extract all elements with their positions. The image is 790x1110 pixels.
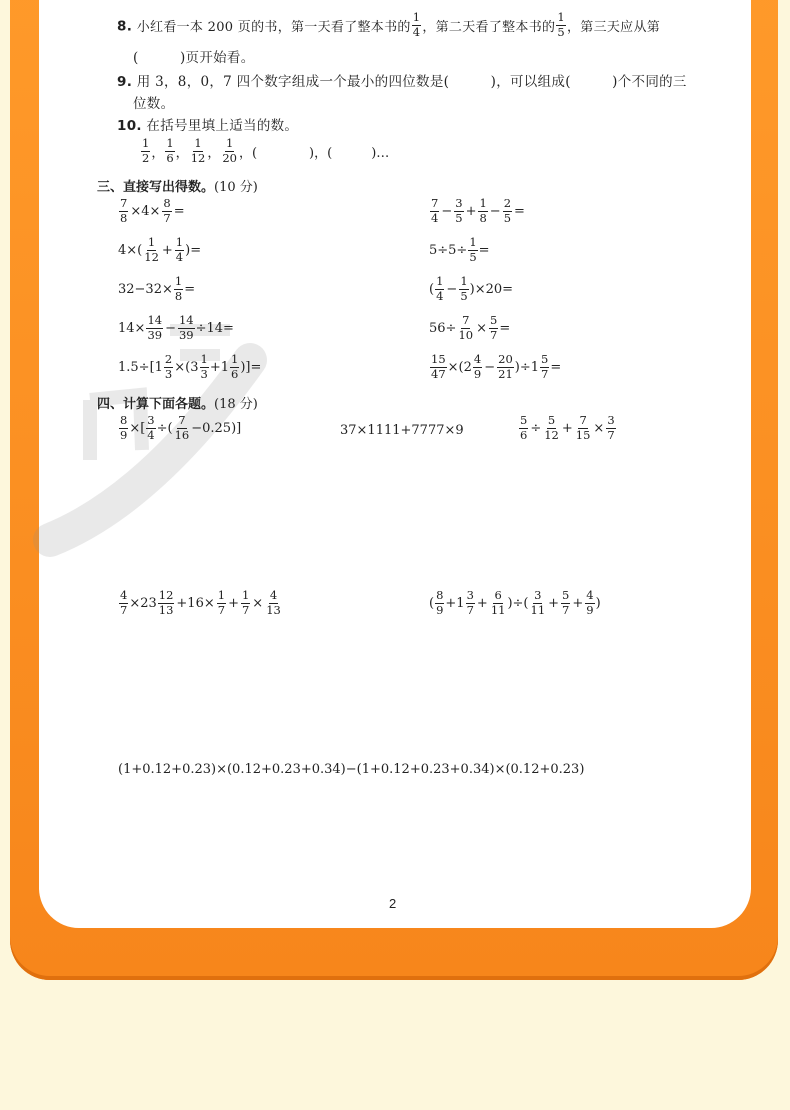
fraction: $\frac{1}{20}$ [222,136,237,165]
question-text: ，第二天看了整本书的 [422,19,556,35]
calc-4-2: 37×1111+7777×9 [340,423,464,438]
calc-3-3a: 32−32× $\frac{1}{8}$ = [118,274,196,303]
calc-3-1a: $\frac{7}{8}$ ×4× $\frac{8}{7}$ = [120,196,185,225]
section-points: (10 分) [214,180,258,195]
fraction: $\frac{1}{6}$ [166,136,174,165]
answer-blanks: ，( )，( )… [238,145,390,161]
question-number: 9. [117,74,133,90]
calc-4-3: $\frac{5}{6}$ ÷ $\frac{5}{12}$ + $\frac{7}{15}$ × $\frac{3}{7}$ [520,413,615,442]
section-4-heading [97,393,258,412]
fraction: $\frac{1}{12}$ [190,136,206,165]
calc-4-5: ( $\frac{8}{9}$ +1 $\frac{3}{7}$ + $\frac{6}{11}$ )÷( $\frac{3}{11}$ + $\frac{5}{7}$ + $\frac{4}{9}$ ) [429,588,601,617]
question-9-line2: 位数。 [133,96,175,112]
question-text: ，第三天应从第 [566,19,661,35]
question-text: 用 3，8，0，7 四个数字组成一个最小的四位数是( )，可以组成( )个不同的三 [136,74,687,90]
question-8 [117,12,660,38]
fraction: $\frac{1}{2}$ [142,136,150,165]
question-9 [117,70,687,90]
fraction: $\frac{1}{5}$ [557,10,565,39]
question-text: 小红看一本 200 页的书，第一天看了整本书的 [136,19,411,35]
page-number: 2 [389,896,397,911]
calc-3-2a: 4×( $\frac{1}{12}$ + $\frac{1}{4}$ )= [118,235,202,264]
calc-3-5a: 1.5÷[1 $\frac{2}{3}$ ×(3 $\frac{1}{3}$ +1 $\frac{1}{6}$ )]= [118,352,262,381]
section-title: 三、直接写出得数。 [97,180,215,195]
fraction: $\frac{1}{4}$ [412,10,421,39]
section-title: 四、计算下面各题。 [97,397,215,412]
calc-3-5b: $\frac{15}{47}$ ×(2 $\frac{4}{9}$ − $\frac{20}{21}$ )÷1 $\frac{5}{7}$ = [431,352,562,381]
question-number: 10. [117,118,142,134]
calc-3-2b: 5÷5÷ $\frac{1}{5}$ = [429,235,490,264]
calc-4-1: $\frac{8}{9}$ ×[ $\frac{3}{4}$ ÷( $\frac{7}{16}$ −0.25)] [120,413,242,442]
calc-3-4b: 56÷ $\frac{7}{10}$ × $\frac{5}{7}$ = [429,313,511,342]
section-3-heading [97,176,258,195]
calc-4-4: $\frac{4}{7}$ ×23 $\frac{12}{13}$ +16× $\frac{1}{7}$ + $\frac{1}{7}$ × $\frac{4}{13}$ [120,588,281,617]
calc-3-4a: 14× $\frac{14}{39}$ − $\frac{14}{39}$ ÷14= [118,313,234,342]
question-8-line2: ( )页开始看。 [133,50,255,66]
question-number: 8. [117,18,133,35]
question-text: 在括号里填上适当的数。 [146,118,299,134]
calc-4-6: (1+0.12+0.23)×(0.12+0.23+0.34)−(1+0.12+0.23+0.34)×(0.12+0.23) [118,762,585,777]
question-10 [117,114,298,134]
question-10-sequence: $\frac{1}{2}$ ， $\frac{1}{6}$ ， $\frac{1}{12}$ ， $\frac{1}{20}$ ，( )，( )… [142,136,390,165]
calc-3-1b: $\frac{7}{4}$ − $\frac{3}{5}$ + $\frac{1}{8}$ − $\frac{2}{5}$ = [431,196,525,225]
section-points: (18 分) [214,397,258,412]
calc-3-3b: ( $\frac{1}{4}$ − $\frac{1}{5}$ )×20= [429,274,514,303]
